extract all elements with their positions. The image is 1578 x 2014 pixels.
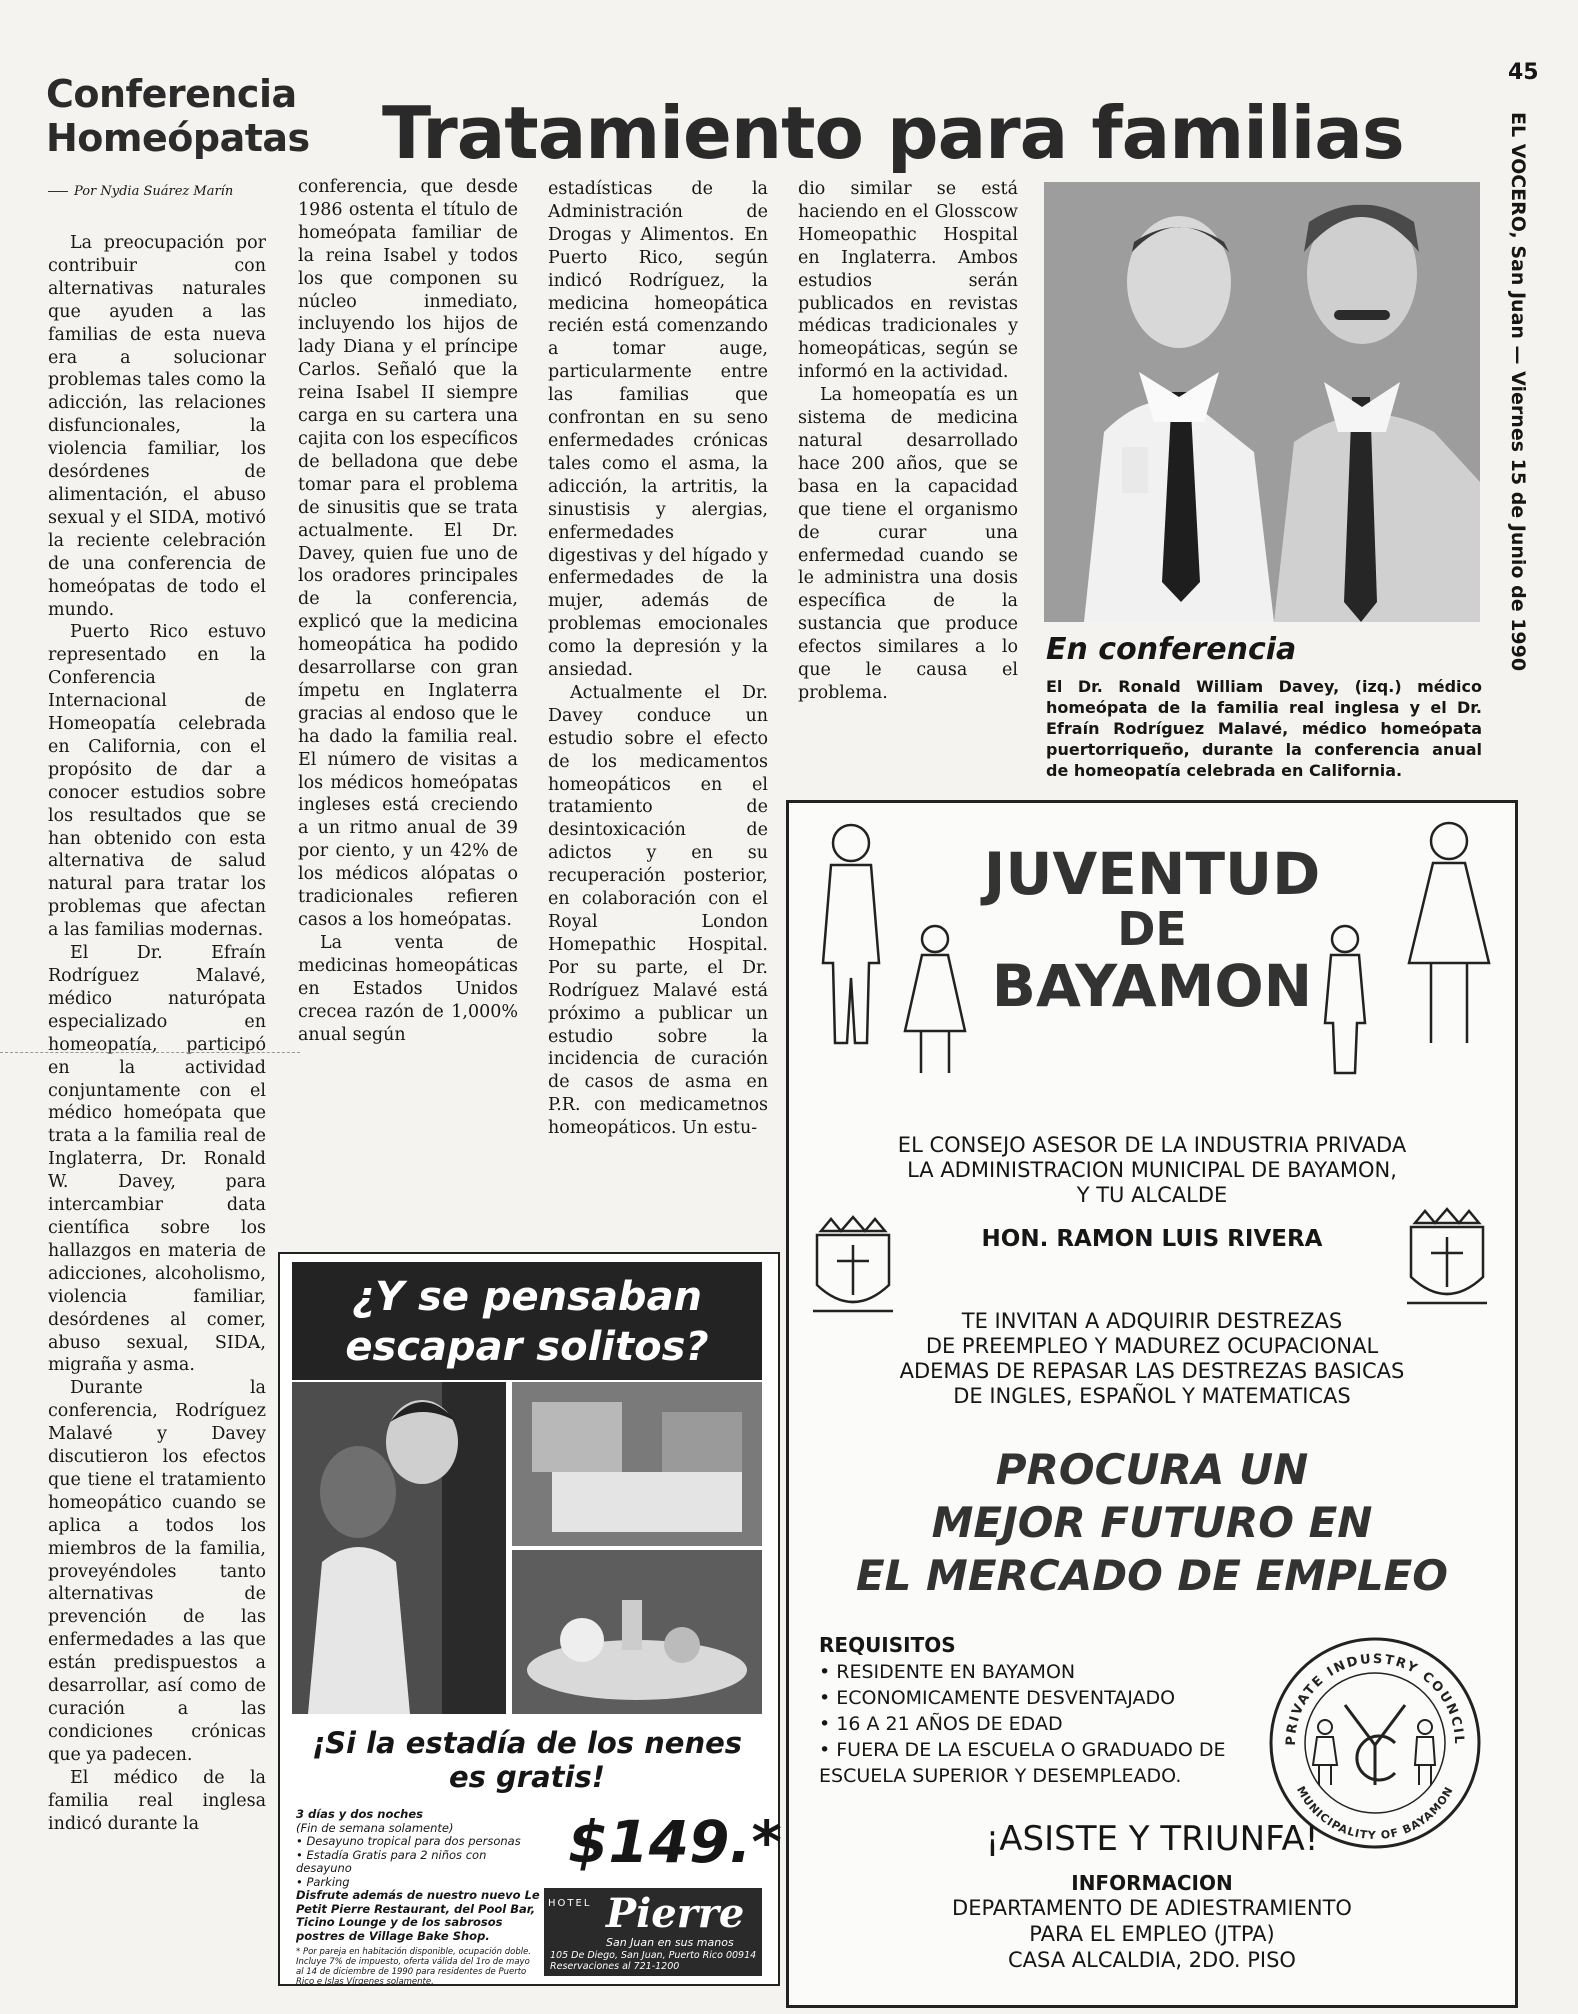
- paragraph: Puerto Rico estuvo representado en la Conferencia Internacional de Homeopatía celebrada en California, con el propósito de dar a conocer estudios sobre los resultados que se han obtenido con esta alternativa de salud natural para tratar los problemas que afectan a las familias modernas.: [48, 622, 266, 941]
- ad-slogan: [789, 1443, 1515, 1602]
- requirement-item: • FUERA DE LA ESCUELA O GRADUADO DE ESCUELA SUPERIOR Y DESEMPLEADO.: [819, 1737, 1259, 1789]
- package-extra: Disfrute además de nuestro nuevo Le Petit Pierre Restaurant, del Pool Bar, Ticino Lounge y de los sabrosos postres de Village Bake Shop.: [296, 1888, 540, 1943]
- hotel-brand-box: [544, 1888, 762, 1976]
- package-fine-print: * Por pareja en habitación disponible, ocupación doble. Incluye 7% de impuesto, oferta válida del 1ro de mayo al 14 de diciembre de 1990 para residentes de Puerto Rico e Islas Vírgenes solamente.: [296, 1947, 532, 1987]
- mayor-name: HON. RAMON LUIS RIVERA: [981, 1226, 1323, 1252]
- fold-line: [0, 1052, 300, 1054]
- paragraph: La homeopatía es un sistema de medicina natural desarrollado hace 200 años, que se basa en la capacidad que tiene el organismo de curar una enfermedad cuando se le administra una dosis específica de la sustancia que produce efectos similares a lo que le causa el problema.: [798, 385, 1018, 703]
- invitation: [789, 1309, 1515, 1409]
- hotel-word: HOTEL: [548, 1898, 592, 1909]
- hotel-phone: Reservaciones al 721-1200: [550, 1961, 680, 1972]
- invitation-line: ADEMAS DE REPASAR LAS DESTREZAS BASICAS: [899, 1359, 1405, 1383]
- masthead-sidebar: [1494, 60, 1558, 700]
- dateline: EL VOCERO, San Juan — Viernes 15 de Junio de 1990: [1507, 112, 1529, 672]
- sponsor-line: Y TU ALCALDE: [1076, 1183, 1228, 1207]
- job-program-advertisement: [786, 800, 1518, 2008]
- slogan-line: PROCURA UN: [995, 1445, 1309, 1494]
- article-headline: Tratamiento para familias: [382, 91, 1404, 175]
- sponsors: [789, 1133, 1515, 1208]
- article-byline: Por Nydia Suárez Marín: [48, 184, 272, 200]
- paragraph: La preocupación por contribuir con alternativas naturales que ayuden a las familias de esta nueva era a solucionar problemas tales como la adicción, las relaciones disfuncionales, la violencia familiar, los desórdenes de alimentación, el abuso sexual y el SIDA, motivó la reciente celebración de una conferencia de homeópatas de todo el mundo.: [48, 233, 266, 620]
- photo-caption: El Dr. Ronald William Davey, (izq.) médico homeópata de la familia real inglesa y el Dr. Efraín Rodríguez Malavé, médico homeópata puertorriqueño, durante la conferencia anual de homeopatía celebrada en California.: [1046, 677, 1482, 780]
- hotel-breakfast-photo: [512, 1550, 762, 1714]
- seal-bottom-text: MUNICIPALITY OF BAYAMON: [1293, 1784, 1456, 1843]
- ad-title-line-3: BAYAMON: [991, 952, 1313, 1020]
- package-item: • Estadía Gratis para 2 niños con desayuno: [296, 1847, 487, 1875]
- ad-title-line-1: JUVENTUD: [983, 840, 1321, 908]
- paragraph: conferencia, que desde 1986 ostenta el título de homeópata familiar de la reina Isabel y todos los que componen su núcleo inmediato, incluyendo los hijos de lady Diana y el príncipe Carlos. Señaló que la reina Isabel II siempre carga en su cartera una cajita con los específicos de belladona que debe tomar para el problema de sinusitis que se trata actualmente. El Dr. Davey, quien fue uno de los oradores principales de la conferencia, explicó que la medicina homeopática ha podido desarrollarse con gran ímpetu en Inglaterra gracias al endoso que le ha dado la familia real. El número de visitas a los médicos homeópatas ingleses está creciendo a un ritmo anual de 39 por ciento, y un 42% de los médicos alópatas o tradicionales refieren casos a los homeópatas.: [298, 177, 518, 930]
- hotel-advertisement: [278, 1252, 780, 1986]
- requirement-item: • ECONOMICAMENTE DESVENTAJADO: [819, 1685, 1259, 1711]
- slogan-line: MEJOR FUTURO EN: [931, 1498, 1373, 1547]
- hotel-address-text: 105 De Diego, San Juan, Puerto Rico 00914: [550, 1950, 757, 1961]
- paragraph: La venta de medicinas homeopáticas en Estados Unidos crecea razón de 1,000% anual según: [298, 932, 518, 1045]
- article-column-1: [48, 232, 266, 1835]
- requirements-list: [819, 1659, 1259, 1789]
- hotel-package-details: [296, 1808, 540, 1987]
- photo-two-men-illustration: [1044, 182, 1480, 622]
- news-photo: [1044, 182, 1480, 622]
- info-line: CASA ALCALDIA, 2DO. PISO: [1008, 1948, 1296, 1972]
- info-line: DEPARTAMENTO DE ADIESTRAMIENTO: [952, 1896, 1352, 1920]
- hotel-ad-promo: ¡Si la estadía de los nenes es gratis!: [311, 1726, 743, 1794]
- paragraph: El médico de la familia real inglesa indicó durante la: [48, 1767, 266, 1834]
- article-column-2: [298, 176, 518, 1046]
- invitation-line: DE PREEMPLEO Y MADUREZ OCUPACIONAL: [925, 1334, 1379, 1358]
- paragraph: Durante la conferencia, Rodríguez Malavé y Davey discutieron los efectos que tiene el tratamiento homeopático cuando se aplica a todos los miembros de la familia, proveyéndoles tanto alternativas de prevención de las enfermedades a las que están predispuestos a desarrollar, así como de curación a las condiciones crónicas que ya padecen.: [48, 1378, 266, 1765]
- package-sub: (Fin de semana solamente): [296, 1820, 454, 1835]
- package-item-text: Desayuno tropical para dos personas: [306, 1834, 521, 1848]
- package-item: • Parking: [296, 1874, 350, 1889]
- kicker-line-1: Conferencia: [46, 72, 297, 116]
- hotel-address: [550, 1950, 756, 1972]
- invitation-line: TE INVITAN A ADQUIRIR DESTREZAS: [961, 1309, 1343, 1333]
- invitation-line: DE INGLES, ESPAÑOL Y MATEMATICAS: [953, 1384, 1351, 1408]
- slogan-line: EL MERCADO DE EMPLEO: [855, 1551, 1449, 1600]
- info-line: PARA EL EMPLEO (JTPA): [1029, 1922, 1275, 1946]
- sponsor-line: LA ADMINISTRACION MUNICIPAL DE BAYAMON,: [907, 1158, 1397, 1182]
- article-column-3: [548, 178, 768, 1140]
- hotel-logo: Pierre: [606, 1890, 745, 1937]
- info-title: INFORMACION: [1071, 1871, 1233, 1895]
- paragraph: Actualmente el Dr. Davey conduce un estudio sobre el efecto de los medicamentos homeopáticos en el tratamiento de desintoxicación de adictos y en su recuperación posterior, en colaboración con el Royal London Homepathic Hospital. Por su parte, el Dr. Rodríguez Malavé está próximo a publicar un estudio sobre la incidencia de curación de casos de asma en P.R. con medicametnos homeopáticos. Un estu-: [548, 682, 768, 1139]
- package-item-text: Estadía Gratis para 2 niños con desayuno: [296, 1847, 487, 1875]
- info-lines: [789, 1895, 1515, 1973]
- package-item-text: Parking: [306, 1874, 350, 1889]
- sponsor-line: EL CONSEJO ASESOR DE LA INDUSTRIA PRIVADA: [897, 1133, 1407, 1157]
- ad-title-line-2: DE: [1117, 902, 1187, 956]
- requirement-item: • RESIDENTE EN BAYAMON: [819, 1659, 1259, 1685]
- article-kicker: [46, 72, 346, 160]
- paragraph: estadísticas de la Administración de Drogas y Alimentos. En Puerto Rico, según indicó Rodríguez, la medicina homeopática recién está comenzando a tomar auge, particularmente entre las familias que confrontan en su seno enfermedades crónicas tales como el asma, la adicción, la artritis, la sinustisis y alergias, enfermedades digestivas y del hígado y enfermedades de la mujer, además de problemas emocionales como la depresión y la ansiedad.: [548, 179, 768, 681]
- requirements-title: REQUISITOS: [819, 1633, 956, 1657]
- page-number: 45: [1508, 60, 1539, 85]
- paragraph: dio similar se está haciendo en el Glosscow Homeopathic Hospital en Inglaterra. Ambos estudios serán publicados en revistas médicas tradicionales y homeopáticas, según se informó en la actividad.: [798, 179, 1018, 383]
- article-column-4: [798, 178, 1018, 705]
- svg-text:PRIVATE INDUSTRY COUNCIL: [1284, 1652, 1466, 1746]
- hotel-price: $149.*: [568, 1808, 782, 1876]
- package-title: 3 días y dos noches: [296, 1807, 424, 1821]
- kids-photo: [292, 1382, 506, 1714]
- hotel-room-photo: [512, 1382, 762, 1546]
- photo-caption-title: En conferencia: [1046, 632, 1297, 667]
- kicker-line-2: Homeópatas: [46, 116, 310, 160]
- call-to-action: ¡ASISTE Y TRIUNFA!: [985, 1819, 1319, 1859]
- requirement-item: • 16 A 21 AÑOS DE EDAD: [819, 1711, 1259, 1737]
- package-item: • Desayuno tropical para dos personas: [296, 1834, 521, 1848]
- paragraph: El Dr. Efraín Rodríguez Malavé, médico naturópata especializado en homeopatía, participó en la actividad conjuntamente con el médico homeópata que trata a la familia real de Inglaterra, Dr. Ronald W. Davey, para intercambiar data científica sobre los hallazgos en materia de adicciones, alcoholismo, violencia familiar, desórdenes al comer, abuso sexual, SIDA, migraña y asma.: [48, 943, 266, 1376]
- hotel-ad-headline: ¿Y se pensaban escapar solitos?: [292, 1262, 762, 1380]
- hotel-slogan: San Juan en sus manos: [606, 1936, 734, 1949]
- seal-top-text: PRIVATE INDUSTRY COUNCIL: [1283, 1651, 1467, 1746]
- municipal-crest-icon: [1401, 1207, 1493, 1317]
